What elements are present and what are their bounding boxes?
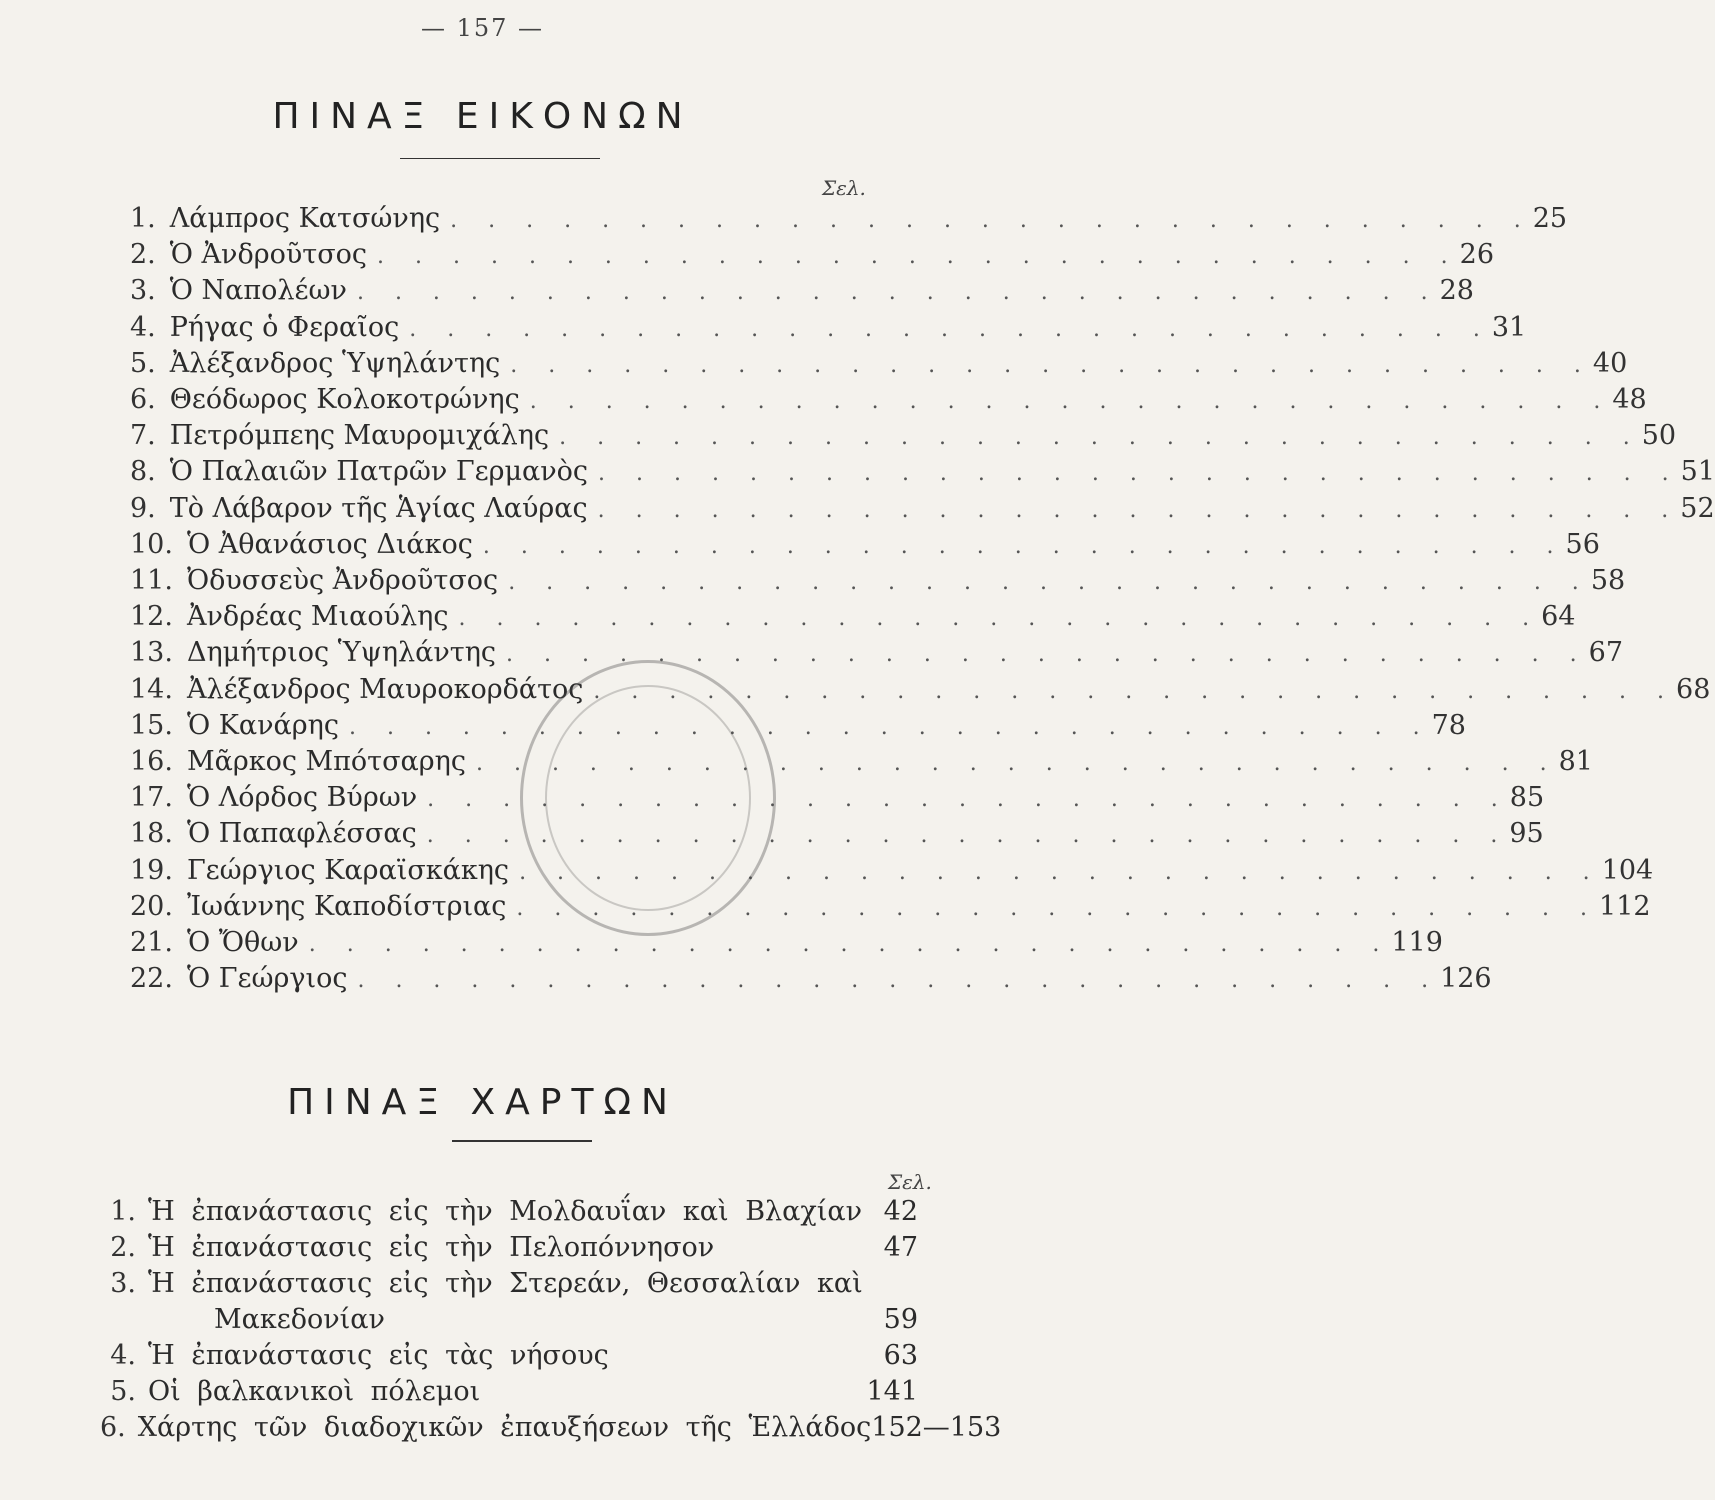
entry-title: Ὁ Γεώργιος <box>186 963 348 995</box>
image-entry <box>130 384 1647 420</box>
entry-page: 68 <box>1676 673 1711 705</box>
entry-number: 14. <box>130 673 173 705</box>
entry-page: 58 <box>1590 565 1626 596</box>
entry-number: 5. <box>110 1376 136 1407</box>
entry-page: 51 <box>1680 456 1715 488</box>
entry-page: 112 <box>1599 890 1651 922</box>
entry-page: 95 <box>1509 818 1544 850</box>
entry-number: 1. <box>110 1196 136 1227</box>
entry-page: 104 <box>1601 854 1654 886</box>
entry-title: Ὁ Ναπολέων <box>169 275 347 307</box>
entry-title: Θεόδωρος Κολοκοτρώνης <box>169 384 520 415</box>
entry-page: 42 <box>883 1196 918 1227</box>
entry-number: 5. <box>130 347 156 379</box>
leader-dots: . . . . . . . . . . . . . . . . . . . . . . . . . . . . . <box>597 497 1681 523</box>
image-entry <box>130 203 1568 239</box>
entry-page: 81 <box>1558 746 1593 777</box>
image-entry <box>130 456 1715 492</box>
entry-title: Ὁ Κανάρης <box>186 709 339 741</box>
entry-number: 2. <box>110 1232 136 1263</box>
entry-number: 18. <box>130 818 173 850</box>
entry-title-continuation: Μακεδονίαν <box>214 1304 385 1335</box>
entry-number: 19. <box>130 854 173 886</box>
entry-title: Λάμπρος Κατσώνης <box>169 203 441 234</box>
entry-number: 8. <box>130 456 156 488</box>
entry-page: 25 <box>1532 203 1568 234</box>
leader-dots: . . . . . . . . . . . . . . . . . . . . . . . . . . . . . <box>529 389 1613 414</box>
entry-title: Ὁ Ὄθων <box>186 927 299 958</box>
entry-page: 85 <box>1509 782 1545 814</box>
map-entry <box>100 1376 918 1412</box>
leader-dots: . . . . . . . . . . . . . . . . . . . . . . . . . . . . . <box>559 425 1642 451</box>
leader-dots: . . . . . . . . . . . . . . . . . . . . . . . . . . . . . <box>482 533 1566 559</box>
image-entry <box>130 275 1474 311</box>
entry-number: 16. <box>130 746 173 777</box>
image-entry <box>130 963 1492 999</box>
leader-dots: . . . . . . . . . . . . . . . . . . . . . . . . . . . . . <box>519 859 1602 885</box>
entry-title: Ὁ Ἀνδροῦτσος <box>169 239 368 271</box>
entry-number: 12. <box>130 601 173 633</box>
entry-title: Οἱ βαλκανικοὶ πόλεμοι <box>148 1376 481 1407</box>
images-heading-rule <box>400 158 600 159</box>
entry-title: Ἰωάννης Καποδίστριας <box>186 890 507 922</box>
entry-title: Ἡ ἐπανάστασις εἰς τὴν Πελοπόννησον <box>148 1232 715 1263</box>
leader-dots: . . . . . . . . . . . . . . . . . . . . . . . . . . . . . <box>356 280 1440 306</box>
entry-number: 2. <box>130 239 156 271</box>
entry-number: 13. <box>130 637 173 669</box>
entry-page: 50 <box>1641 420 1677 452</box>
leader-dots: . . . . . . . . . . . . . . . . . . . . . . . . . . . . . <box>593 678 1677 704</box>
image-entry <box>130 492 1715 529</box>
entry-number: 3. <box>110 1268 136 1299</box>
entry-page: 64 <box>1541 601 1576 633</box>
leader-dots: . . . . . . . . . . . . . . . . . . . . . . . . . . . . . <box>308 932 1392 957</box>
map-entry <box>100 1196 918 1232</box>
map-entry <box>100 1340 918 1376</box>
entry-title: Τὸ Λάβαρον τῆς Ἁγίας Λαύρας <box>169 492 588 524</box>
map-entry-continuation <box>100 1304 918 1340</box>
map-entry <box>100 1232 918 1268</box>
entry-page: 126 <box>1440 963 1492 995</box>
image-entry <box>130 637 1624 673</box>
leader-dots: . . . . . . . . . . . . . . . . . . . . . . . . . . . . . <box>409 316 1492 342</box>
leader-dots: . . . . . . . . . . . . . . . . . . . . . . . . . . . . . <box>357 968 1441 994</box>
leader-dots: . . . . . . . . . . . . . . . . . . . . . . . . . . . . . <box>598 461 1681 487</box>
leader-dots: . . . . . . . . . . . . . . . . . . . . . . . . . . . . . <box>450 208 1533 233</box>
entry-number: 17. <box>130 782 173 814</box>
entry-page: 59 <box>883 1304 918 1335</box>
leader-dots: . . . . . . . . . . . . . . . . . . . . . . . . . . . . . <box>508 570 1591 595</box>
entry-title: Ἡ ἐπανάστασις εἰς τὰς νήσους <box>148 1340 609 1371</box>
entry-title: Ἀλέξανδρος Ὑψηλάντης <box>169 347 501 379</box>
entry-page: 31 <box>1491 311 1527 343</box>
entry-title: Ὁ Παπαφλέσσας <box>186 818 417 850</box>
map-entry <box>100 1268 918 1304</box>
entry-number: 15. <box>130 709 173 741</box>
leader-dots: . . . . . . . . . . . . . . . . . . . . . . . . . . . . . <box>427 787 1510 813</box>
entry-page: 78 <box>1431 709 1466 741</box>
leader-dots: . . . . . . . . . . . . . . . . . . . . . . . . . . . . . <box>510 352 1593 378</box>
entry-number: 11. <box>130 565 173 596</box>
leader-dots: . . . . . . . . . . . . . . . . . . . . . . . . . . . . . <box>516 895 1600 921</box>
images-page-label: Σελ. <box>822 176 866 200</box>
image-entry <box>130 420 1677 456</box>
entry-page: 56 <box>1565 528 1600 560</box>
entry-title: Ἀνδρέας Μιαούλης <box>186 601 449 633</box>
entry-page: 26 <box>1459 239 1494 271</box>
entry-number: 22. <box>130 963 173 995</box>
image-entry <box>130 890 1651 927</box>
maps-heading-rule <box>452 1140 592 1142</box>
leader-dots: . . . . . . . . . . . . . . . . . . . . . . . . . . . . . <box>348 714 1432 740</box>
entry-title: Ἀλέξανδρος Μαυροκορδάτος <box>186 673 584 705</box>
entry-number: 21. <box>130 927 173 958</box>
entry-title: Ὁ Λόρδος Βύρων <box>186 782 418 814</box>
entry-title: Ρήγας ὁ Φεραῖος <box>169 311 400 343</box>
entry-number: 3. <box>130 275 156 307</box>
entry-page: 141 <box>866 1376 918 1407</box>
entry-number: 20. <box>130 890 173 922</box>
entry-number: 1. <box>130 203 156 234</box>
maps-heading: ΠΙΝΑΞ ΧΑΡΤΩΝ <box>287 1082 678 1123</box>
entry-title: Ὁ Ἀθανάσιος Διάκος <box>186 528 473 560</box>
image-entry <box>130 239 1494 275</box>
entry-number: 4. <box>130 311 156 343</box>
entry-page: 52 <box>1680 492 1715 524</box>
leader-dots: . . . . . . . . . . . . . . . . . . . . . . . . . . . . . <box>426 823 1510 849</box>
entry-number: 9. <box>130 492 156 524</box>
image-entry <box>130 601 1576 637</box>
image-entry <box>130 565 1626 601</box>
entry-title: Ὀδυσσεὺς Ἀνδροῦτσος <box>186 565 499 596</box>
entry-title: Δημήτριος Ὑψηλάντης <box>186 637 497 669</box>
image-entry <box>130 528 1600 565</box>
entry-page: 28 <box>1439 275 1474 307</box>
leader-dots: . . . . . . . . . . . . . . . . . . . . . . . . . . . . . <box>475 751 1559 776</box>
entry-title: Μᾶρκος Μπότσαρης <box>186 746 466 777</box>
entry-page: 47 <box>883 1232 918 1263</box>
entry-number: 6. <box>130 384 156 415</box>
entry-title: Ἡ ἐπανάστασις εἰς τὴν Στερεάν, Θεσσαλίαν καὶ <box>148 1268 863 1299</box>
entry-page: 40 <box>1592 347 1628 379</box>
library-stamp <box>520 660 776 936</box>
image-entry <box>130 347 1628 384</box>
page-number: — 157 — <box>420 14 545 42</box>
leader-dots: . . . . . . . . . . . . . . . . . . . . . . . . . . . . . <box>377 244 1460 270</box>
image-entry <box>130 311 1527 348</box>
entry-title: Ἡ ἐπανάστασις εἰς τὴν Μολδαυΐαν καὶ Βλαχίαν <box>148 1196 862 1227</box>
entry-page: 119 <box>1391 927 1443 958</box>
image-entry <box>130 673 1711 710</box>
entry-number: 7. <box>130 420 156 452</box>
entry-title: Χάρτης τῶν διαδοχικῶν ἐπαυξήσεων τῆς Ἑλλάδος <box>137 1412 872 1443</box>
leader-dots: . . . . . . . . . . . . . . . . . . . . . . . . . . . . . <box>506 642 1589 668</box>
image-entry <box>130 927 1443 963</box>
entry-page: 152—153 <box>871 1412 1002 1443</box>
images-heading: ΠΙΝΑΞ ΕΙΚΟΝΩΝ <box>272 96 693 137</box>
leader-dots: . . . . . . . . . . . . . . . . . . . . . . . . . . . . . <box>458 606 1542 632</box>
entry-number: 6. <box>100 1412 126 1443</box>
entry-number: 4. <box>110 1340 136 1371</box>
entry-number: 10. <box>130 528 173 560</box>
maps-page-label: Σελ. <box>888 1170 932 1194</box>
entry-title: Πετρόμπεης Μαυρομιχάλης <box>169 420 550 452</box>
entry-page: 48 <box>1612 384 1647 415</box>
entry-title: Γεώργιος Καραϊσκάκης <box>186 854 510 886</box>
entry-page: 63 <box>883 1340 918 1371</box>
entry-page: 67 <box>1588 637 1624 669</box>
map-entry <box>100 1412 1002 1448</box>
entry-title: Ὁ Παλαιῶν Πατρῶν Γερμανὸς <box>169 456 589 488</box>
